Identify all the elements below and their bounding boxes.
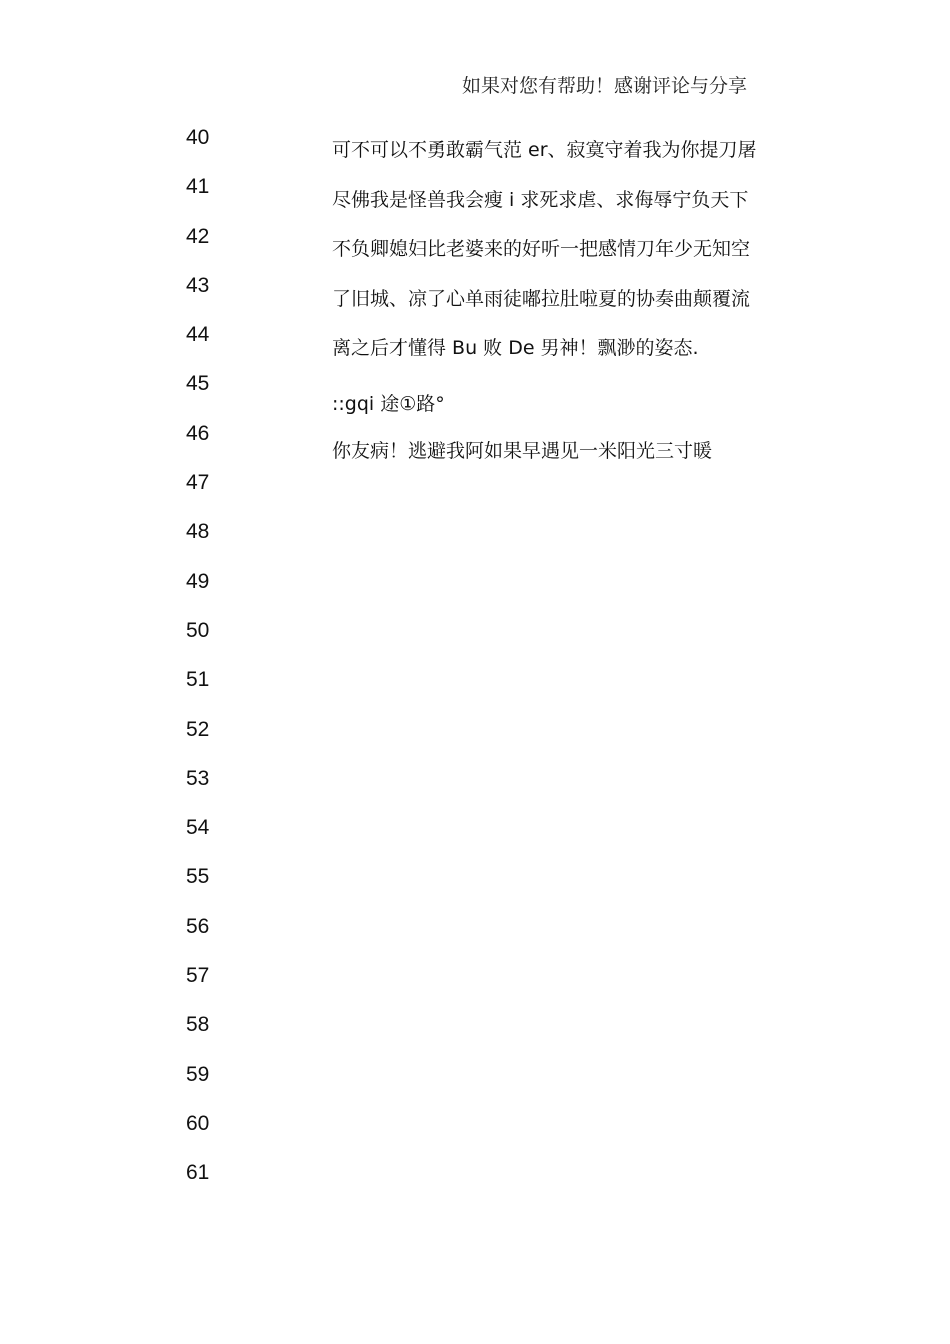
- text-line: 尽佛我是怪兽我会瘦 i 求死求虐、求侮辱宁负天下: [332, 188, 749, 211]
- line-number: 55: [186, 865, 210, 889]
- line-number: 43: [186, 273, 210, 297]
- text-line: 了旧城、凉了心单雨徒嘟拉肚啦夏的协奏曲颠覆流: [332, 287, 751, 310]
- text-line: 你友病！逃避我阿如果早遇见一米阳光三寸暖: [332, 440, 713, 462]
- line-number: 40: [186, 126, 210, 149]
- line-number: 51: [186, 668, 210, 692]
- header-note: 如果对您有帮助！感谢评论与分享: [462, 75, 748, 97]
- line-number: 53: [186, 766, 210, 790]
- line-number: 46: [186, 421, 210, 445]
- line-number: 50: [186, 618, 210, 642]
- line-number: 56: [186, 914, 210, 938]
- body-text: [332, 136, 812, 487]
- line-number: 42: [186, 224, 210, 248]
- line-number: 57: [186, 964, 210, 988]
- text-line: ::gqi 途①路°: [332, 393, 445, 415]
- line-number: 52: [186, 717, 210, 741]
- text-line: 不负卿媳妇比老婆来的好听一把感情刀年少无知空: [332, 238, 751, 260]
- line-number: 60: [186, 1111, 210, 1135]
- line-number: 58: [186, 1013, 210, 1037]
- line-number: 44: [186, 323, 210, 347]
- line-number: 47: [186, 471, 210, 495]
- text-line: 离之后才懂得 Bu 败 De 男神！飘渺的姿态.: [332, 337, 699, 359]
- line-number: 41: [186, 175, 210, 199]
- line-number: 54: [186, 816, 210, 840]
- text-line: 可不可以不勇敢霸气范 er、寂寞守着我为你提刀屠: [332, 139, 757, 161]
- line-number: 48: [186, 520, 210, 544]
- line-number: 45: [186, 372, 210, 396]
- line-number: 49: [186, 569, 210, 593]
- line-number: 59: [186, 1062, 210, 1086]
- line-number-gutter: [186, 124, 246, 1209]
- line-number: 61: [186, 1161, 210, 1185]
